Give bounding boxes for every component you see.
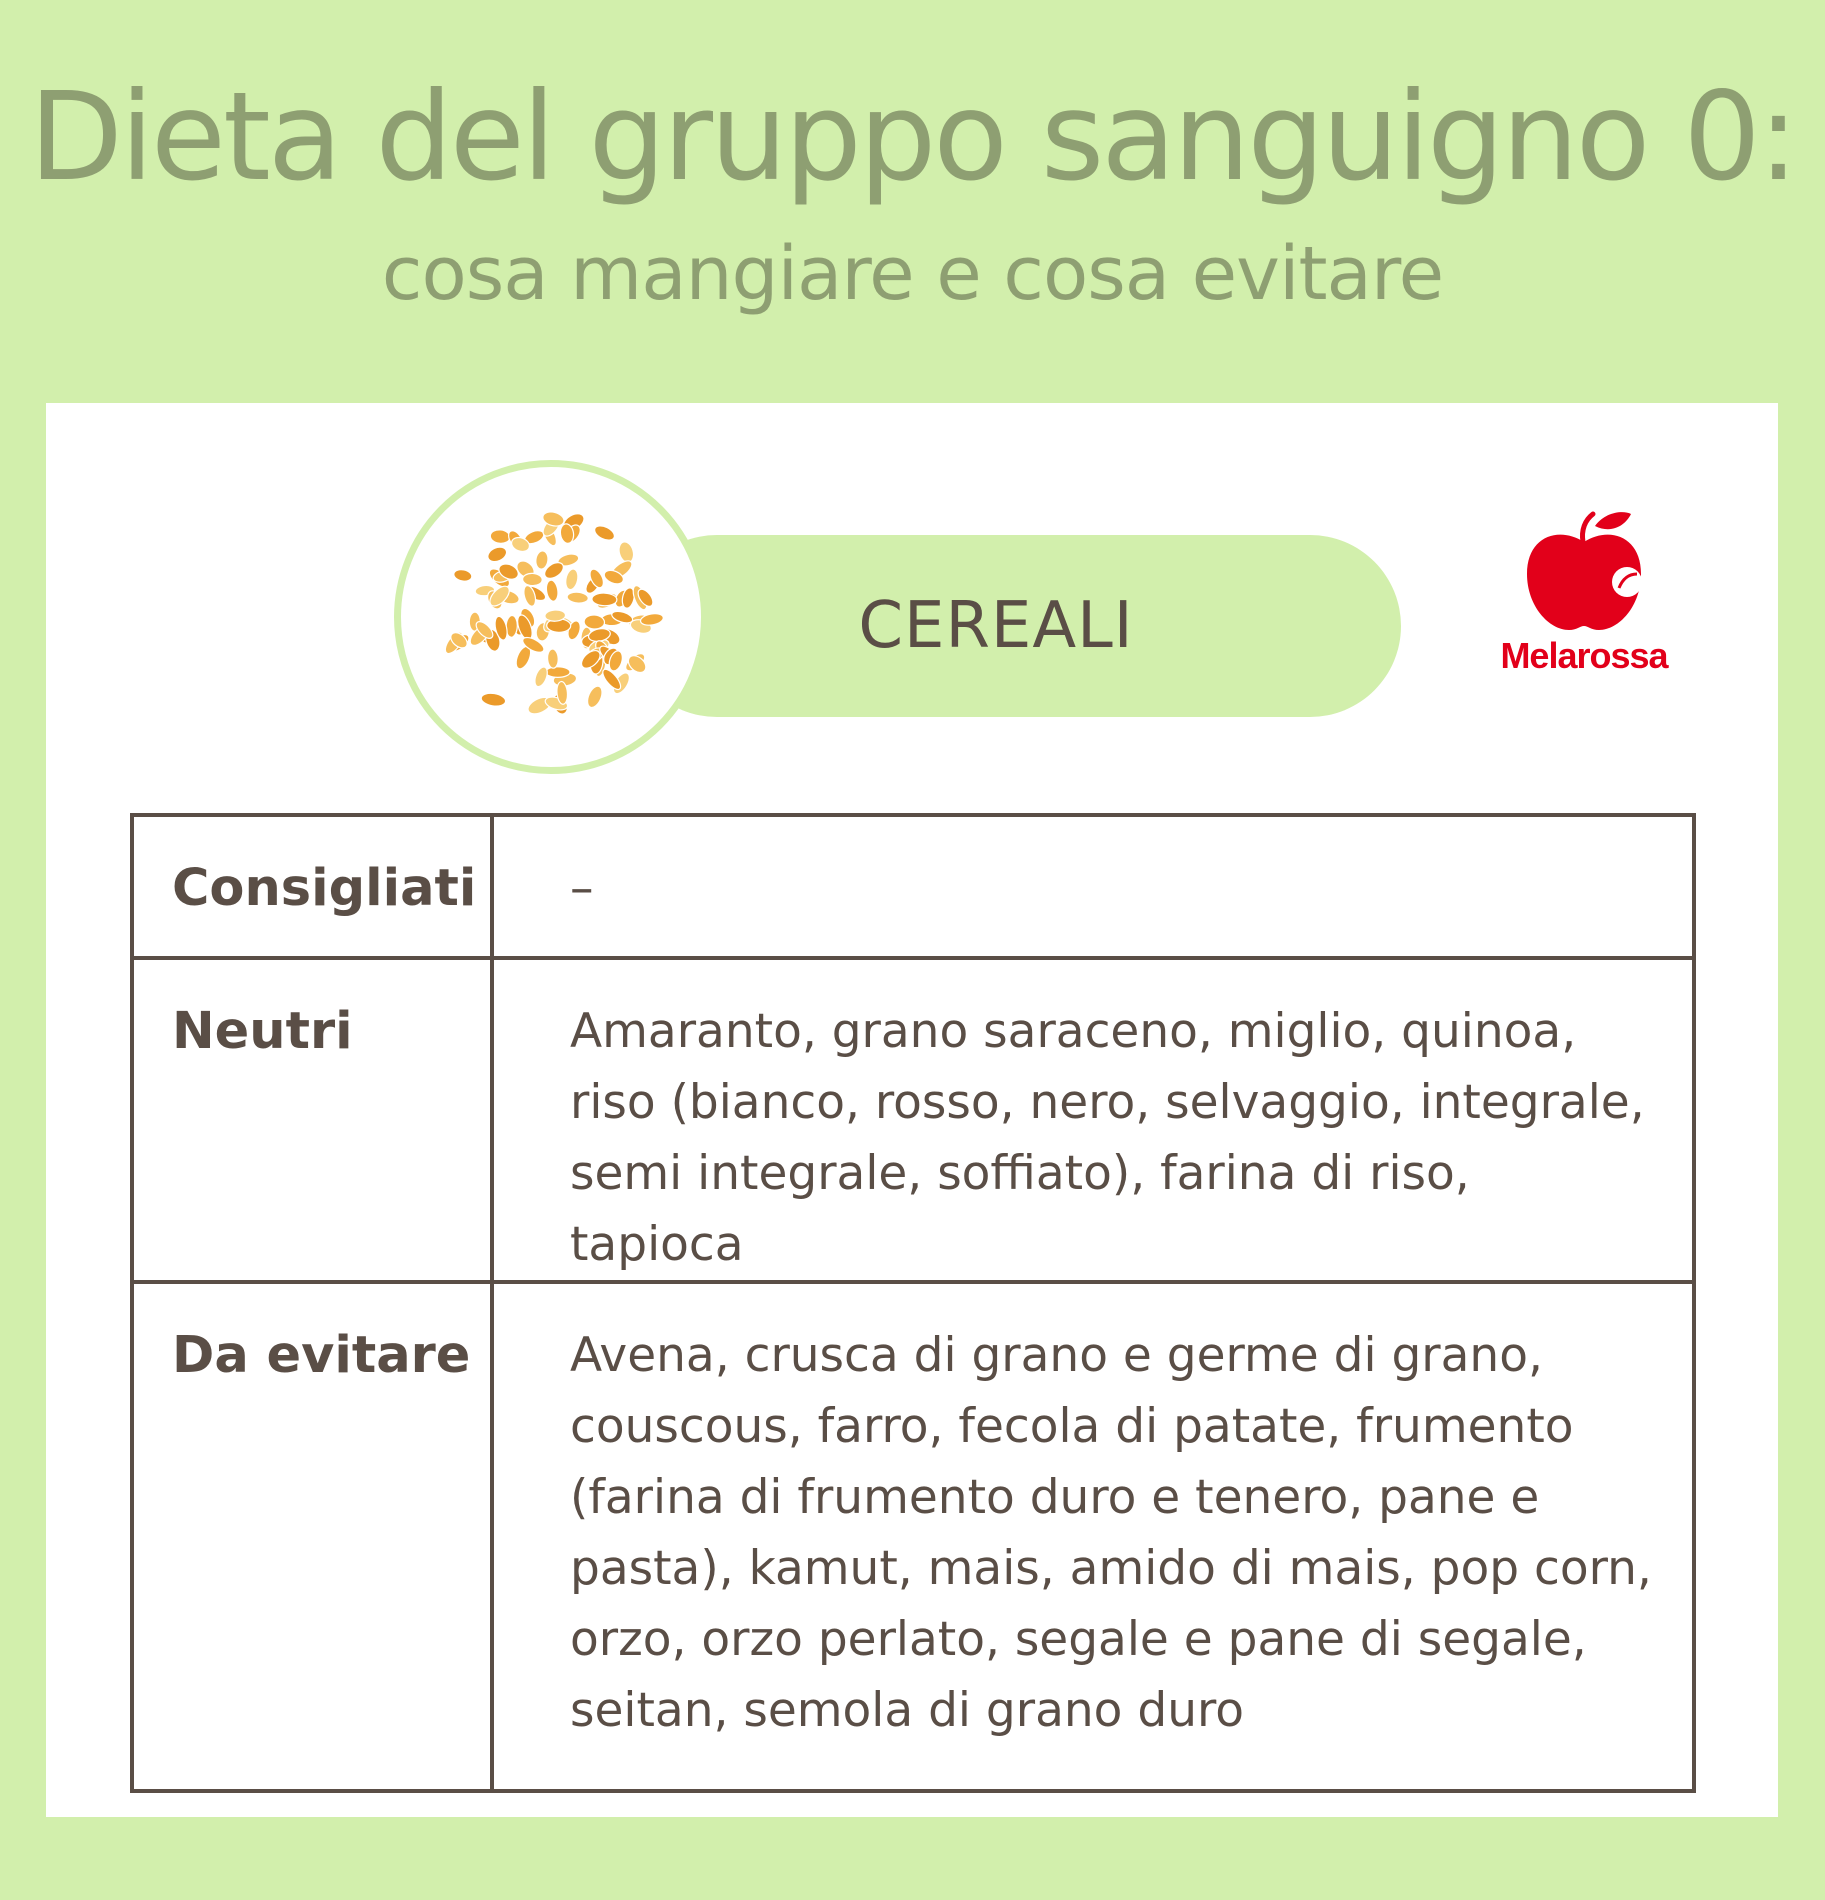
row-label: Da evitare (132, 1282, 492, 1791)
grains-icon (394, 460, 708, 774)
grain (567, 591, 589, 604)
grain (625, 652, 649, 675)
diet-table (130, 813, 1696, 1793)
row-value: Avena, crusca di grano e germe di grano, couscous, farro, fecola di patate, frumento (farina di frumento duro e tenero, pane e pasta), kamut, mais, amido di mais, pop corn, orzo, orzo perlato, segale e pane di segale, seitan, semola di grano duro (492, 1282, 1694, 1791)
grain (546, 667, 570, 678)
grain (453, 568, 473, 582)
content-card (46, 403, 1778, 1817)
row-value: – (492, 815, 1694, 958)
grain (535, 550, 549, 570)
page-title: Dieta del gruppo sanguigno 0: (29, 66, 1796, 208)
grain (592, 593, 617, 606)
table-row-neutri (132, 958, 1694, 1282)
grain (545, 579, 559, 602)
grain (545, 609, 566, 621)
row-value: Amaranto, grano saraceno, miglio, quinoa, riso (bianco, rosso, nero, selvaggio, integrale, semi integrale, soffiato), farina di riso, tapioca (492, 958, 1694, 1282)
apple-logo-icon (1519, 508, 1649, 633)
page-subtitle: cosa mangiare e cosa evitare (381, 231, 1444, 317)
grain (480, 692, 506, 708)
grain (592, 523, 616, 543)
row-label: Neutri (132, 958, 492, 1282)
category-title: CEREALI (858, 589, 1134, 663)
grain (486, 544, 509, 564)
row-label: Consigliati (132, 815, 492, 958)
table-row-da-evitare (132, 1282, 1694, 1791)
grain (640, 612, 665, 627)
brand-name: Melarossa (1500, 635, 1668, 676)
table-row-consigliati (132, 815, 1694, 958)
grain (490, 529, 511, 544)
brand-logo (1474, 508, 1694, 718)
grain (585, 684, 605, 710)
grain (522, 573, 542, 586)
grain (547, 649, 559, 669)
grain (532, 665, 549, 688)
grain (564, 568, 580, 591)
